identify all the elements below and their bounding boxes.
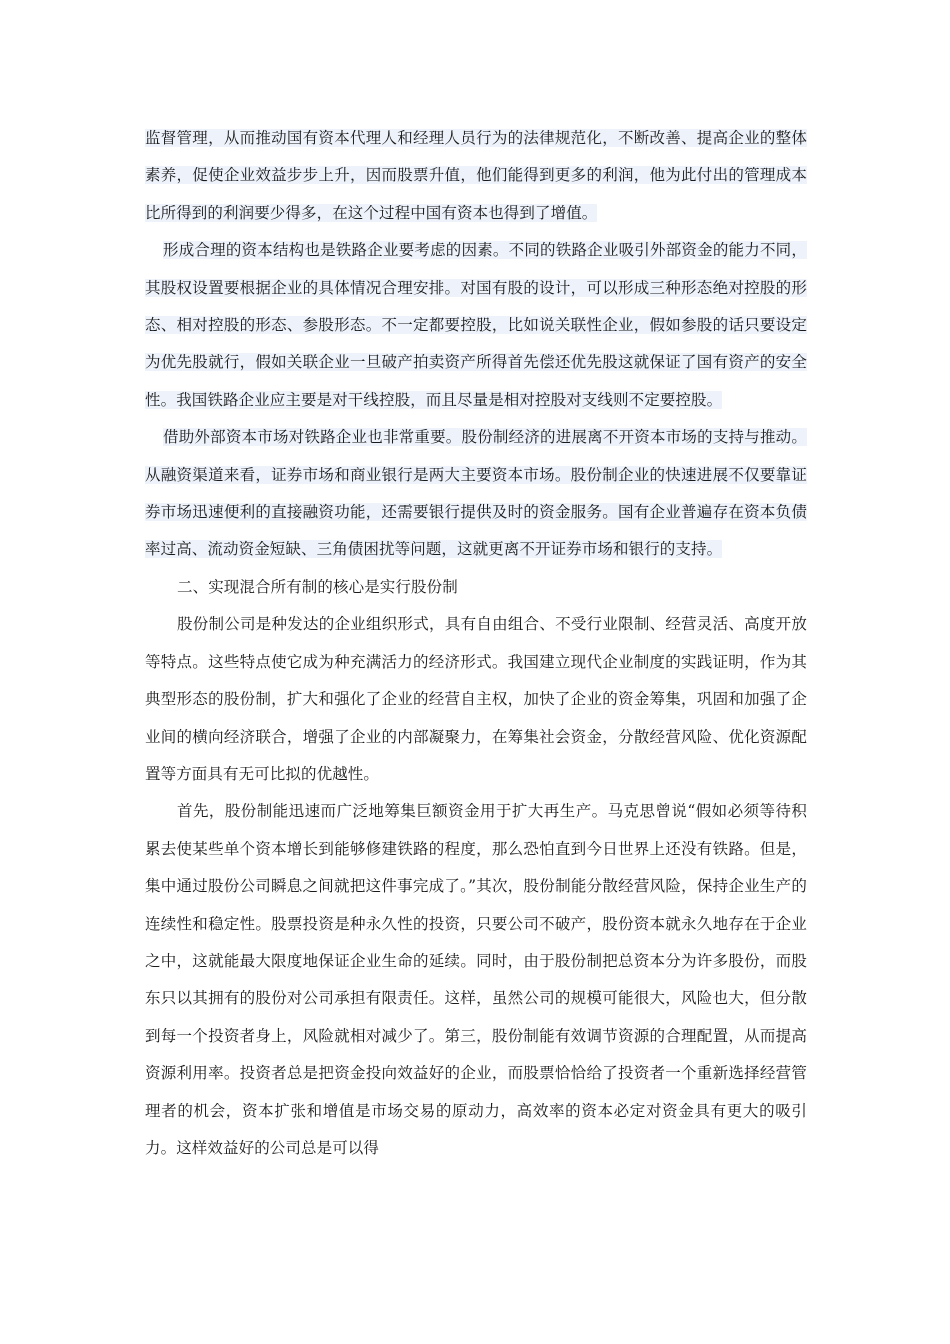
paragraph-advantages: 首先，股份制能迅速而广泛地筹集巨额资金用于扩大再生产。马克思曾说“假如必须等待积累去使某些单个资本增长到能够修建铁路的程度，那么恐怕直到今日世界上还没有铁路。但是，集中通过股份公司瞬息之间就把这件事完成了。”其次，股份制能分散经营风险，保持企业生产的连续性和稳定性。股票投资是种永久性的投资，只要公司不破产，股份资本就永久地存在于企业之中，这就能最大限度地保证企业生命的延续。同时，由于股份制把总资本分为许多股份，而股东只以其拥有的股份对公司承担有限责任。这样，虽然公司的规模可能很大，风险也大，但分散到每一个投资者身上，风险就相对减少了。第三，股份制能有效调节资源的合理配置，从而提高资源利用率。投资者总是把资金投向效益好的企业，而股票恰恰给了投资者一个重新选择经营管理者的机会，资本扩张和增值是市场交易的原动力，高效率的资本必定对资金具有更大的吸引力。这样效益好的公司总是可以得 [145, 802, 807, 1157]
paragraph-capital-market-text: 借助外部资本市场对铁路企业也非常重要。股份制经济的进展离不开资本市场的支持与推动。从融资渠道来看，证券市场和商业银行是两大主要资本市场。股份制企业的快速进展不仅要靠证券市场迅速便利的直接融资功能，还需要银行提供及时的资金服务。国有企业普遍存在资本负债率过高、流动资金短缺、三角债困扰等问题，这就更离不开证券市场和银行的支持。 [145, 428, 807, 559]
paragraph-oversight-text: 监督管理，从而推动国有资本代理人和经理人员行为的法律规范化，不断改善、提高企业的整体素养，促使企业效益步步上升，因而股票升值，他们能得到更多的利润，他为此付出的管理成本比所得到的利润要少得多，在这个过程中国有资本也得到了增值。 [145, 129, 807, 222]
paragraph-capital-market [145, 419, 807, 569]
paragraph-capital-structure [145, 232, 807, 419]
paragraph-capital-structure-text: 形成合理的资本结构也是铁路企业要考虑的因素。不同的铁路企业吸引外部资金的能力不同，其股权设置要根据企业的具体情况合理安排。对国有股的设计，可以形成三种形态绝对控股的形态、相对控股的形态、参股形态。不一定都要控股，比如说关联性企业，假如参股的话只要设定为优先股就行，假如关联企业一旦破产拍卖资产所得首先偿还优先股这就保证了国有资产的安全性。我国铁路企业应主要是对干线控股，而且尽量是相对控股对支线则不定要控股。 [145, 241, 807, 409]
paragraph-oversight [145, 120, 807, 232]
paragraph-joint-stock: 股份制公司是种发达的企业组织形式，具有自由组合、不受行业限制、经营灵活、高度开放等特点。这些特点使它成为种充满活力的经济形式。我国建立现代企业制度的实践证明，作为其典型形态的股份制，扩大和强化了企业的经营自主权，加快了企业的资金筹集，巩固和加强了企业间的横向经济联合，增强了企业的内部凝聚力，在筹集社会资金，分散经营风险、优化资源配置等方面具有无可比拟的优越性。 [145, 615, 807, 783]
body-text [145, 120, 807, 1167]
section-heading: 二、实现混合所有制的核心是实行股份制 [177, 577, 458, 596]
